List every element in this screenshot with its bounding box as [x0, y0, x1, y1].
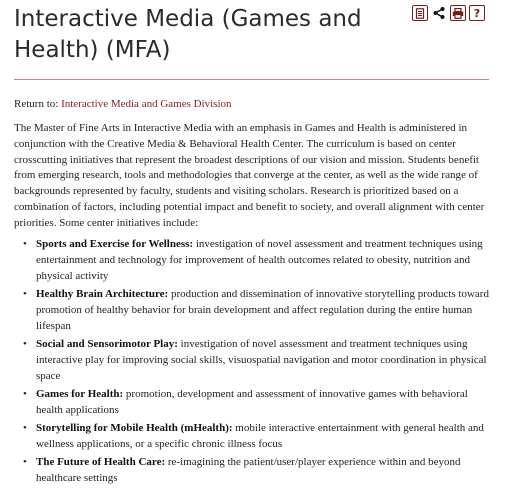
initiative-text: production and dissemination of innovative storytelling products toward promotion of healthy behavior for brain development and affect regulation during the entire human lifespan: [36, 288, 489, 332]
document-icon[interactable]: [412, 5, 428, 21]
breadcrumb: [14, 97, 232, 111]
list-item: [14, 336, 496, 384]
initiative-text: investigation of novel assessment and treatment techniques using interactive play for improving social skills, visuospatial navigation and motor coordination in physical space: [36, 338, 487, 382]
initiative-title: Storytelling for Mobile Health (mHealth):: [36, 422, 233, 434]
help-label: ?: [473, 6, 481, 20]
bullet: •: [23, 288, 27, 300]
list-item: [14, 286, 496, 334]
bullet: •: [23, 338, 27, 350]
help-icon[interactable]: [469, 5, 485, 21]
initiative-title: Sports and Exercise for Wellness:: [36, 238, 194, 250]
page-title: Interactive Media (Games and Health) (MFA): [14, 6, 362, 63]
bullet: •: [23, 388, 27, 400]
toolbar: [412, 4, 485, 22]
list-item: [14, 454, 496, 486]
initiatives-list: [14, 236, 496, 488]
list-item: [14, 386, 496, 418]
share-icon[interactable]: [431, 5, 447, 21]
initiative-text: promotion, development and assessment of innovative games with behavioral health applications: [36, 388, 468, 416]
list-item: [14, 236, 496, 284]
initiative-text: re-imagining the patient/user/player experience within and beyond healthcare settings: [36, 456, 461, 484]
list-item: [14, 420, 496, 452]
intro-paragraph: The Master of Fine Arts in Interactive Media with an emphasis in Games and Health is administered in conjunction with the Creative Media & Behavioral Health Center. The curriculum is based on center crosscutting initiatives that represent the broadest descriptions of our vision and mission. Students benefit from emerging research, tools and methodologies that converge at the center, as well as the wide range of backgrounds represented by faculty, students and visiting scholars. Research is prioritized based on a combination of factors, including potential impact and benefit to society, and overall alignment with center priorities. Some center initiatives include:: [14, 122, 485, 229]
initiative-text: mobile interactive entertainment with general health and wellness applications, or a specific chronic illness focus: [36, 422, 484, 450]
return-link[interactable]: Interactive Media and Games Division: [61, 98, 232, 110]
initiative-title: Games for Health:: [36, 388, 124, 400]
title-divider: [14, 79, 489, 80]
initiative-title: The Future of Health Care:: [36, 456, 166, 468]
initiative-title: Social and Sensorimotor Play:: [36, 338, 178, 350]
bullet: •: [23, 238, 27, 250]
initiative-text: investigation of novel assessment and treatment techniques using entertainment and technology for improvement of health outcomes related to obesity, nutrition and physical activity: [36, 238, 483, 282]
bullet: •: [23, 456, 27, 468]
print-icon[interactable]: [450, 5, 466, 21]
bullet: •: [23, 422, 27, 434]
return-prefix: Return to:: [14, 98, 62, 110]
initiative-title: Healthy Brain Architecture:: [36, 288, 169, 300]
